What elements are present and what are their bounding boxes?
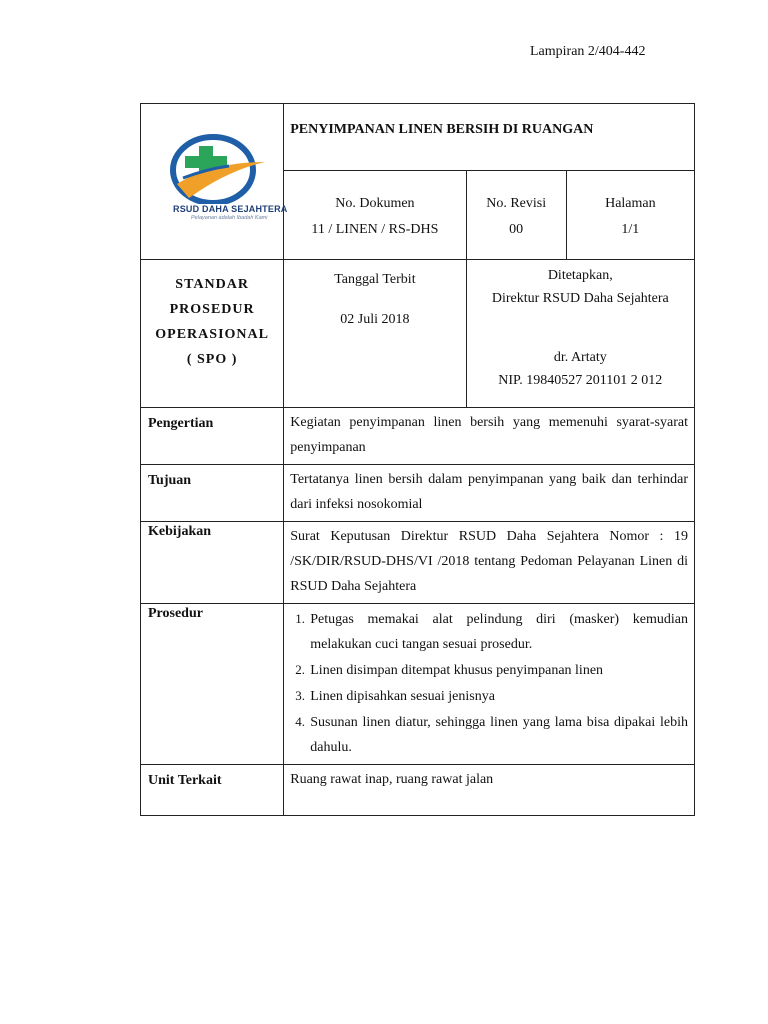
approval-cell (466, 260, 694, 408)
procedure-step: 2. Linen disimpan ditempat khusus penyimpanan linen (308, 657, 688, 683)
approver-nip: NIP. 19840527 201101 2 012 (498, 373, 663, 388)
spo-label-cell (141, 260, 284, 408)
issue-date-cell (284, 260, 466, 408)
hospital-logo (141, 104, 288, 238)
document-number-value: 11 / LINEN / RS-DHS (311, 222, 439, 237)
procedure-list (290, 606, 688, 760)
row-content-kebijakan: Surat Keputusan Direktur RSUD Daha Sejahtera Nomor : 19 /SK/DIR/RSUD-DHS/VI /2018 tentang Pedoman Pelayanan Linen di RSUD Daha Sejahtera (284, 522, 695, 604)
logo-cell (141, 104, 288, 260)
row-label-prosedur: Prosedur (141, 604, 284, 765)
revision-value: 00 (509, 222, 524, 237)
revision-cell (466, 171, 566, 260)
spo-line-3: OPERASIONAL (155, 327, 269, 342)
page-label: Halaman (605, 196, 656, 211)
spo-table (140, 103, 695, 816)
issue-date-label: Tanggal Terbit (334, 272, 416, 287)
row-content-pengertian: Kegiatan penyimpanan linen bersih yang memenuhi syarat-syarat penyimpanan (284, 408, 695, 465)
row-label-pengertian: Pengertian (141, 408, 284, 465)
page-cell (566, 171, 694, 260)
issue-date-value: 02 Juli 2018 (340, 312, 410, 327)
row-label-unit-terkait: Unit Terkait (141, 765, 284, 816)
logo-tagline: Pelayanan adalah Ibadah Kami (191, 215, 268, 221)
logo-hospital-name: RSUD DAHA SEJAHTERA (173, 204, 288, 214)
attachment-number: Lampiran 2/404-442 (530, 44, 646, 59)
row-label-kebijakan: Kebijakan (141, 522, 284, 604)
approver-name: dr. Artaty (553, 350, 607, 365)
row-content-unit-terkait: Ruang rawat inap, ruang rawat jalan (284, 765, 695, 816)
procedure-step: 4. Susunan linen diatur, sehingga linen yang lama bisa dipakai lebih dahulu. (308, 709, 688, 760)
row-label-tujuan: Tujuan (141, 465, 284, 522)
row-content-prosedur (284, 604, 695, 765)
revision-label: No. Revisi (486, 196, 547, 211)
approval-line-2: Direktur RSUD Daha Sejahtera (491, 291, 669, 306)
procedure-step: 3. Linen dipisahkan sesuai jenisnya (308, 683, 688, 709)
spo-line-2: PROSEDUR (169, 302, 255, 317)
page-value: 1/1 (621, 222, 640, 237)
approval-line-1: Ditetapkan, (547, 268, 613, 283)
document-title: PENYIMPANAN LINEN BERSIH DI RUANGAN (284, 104, 695, 171)
hospital-logo-icon (169, 132, 269, 204)
spo-line-4: ( SPO ) (186, 352, 238, 367)
spo-line-1: STANDAR (175, 277, 249, 292)
row-content-tujuan: Tertatanya linen bersih dalam penyimpanan yang baik dan terhindar dari infeksi nosokomial (284, 465, 695, 522)
document-number-cell (284, 171, 466, 260)
document-number-label: No. Dokumen (335, 196, 415, 211)
procedure-step: 1. Petugas memakai alat pelindung diri (masker) kemudian melakukan cuci tangan sesuai prosedur. (308, 606, 688, 657)
